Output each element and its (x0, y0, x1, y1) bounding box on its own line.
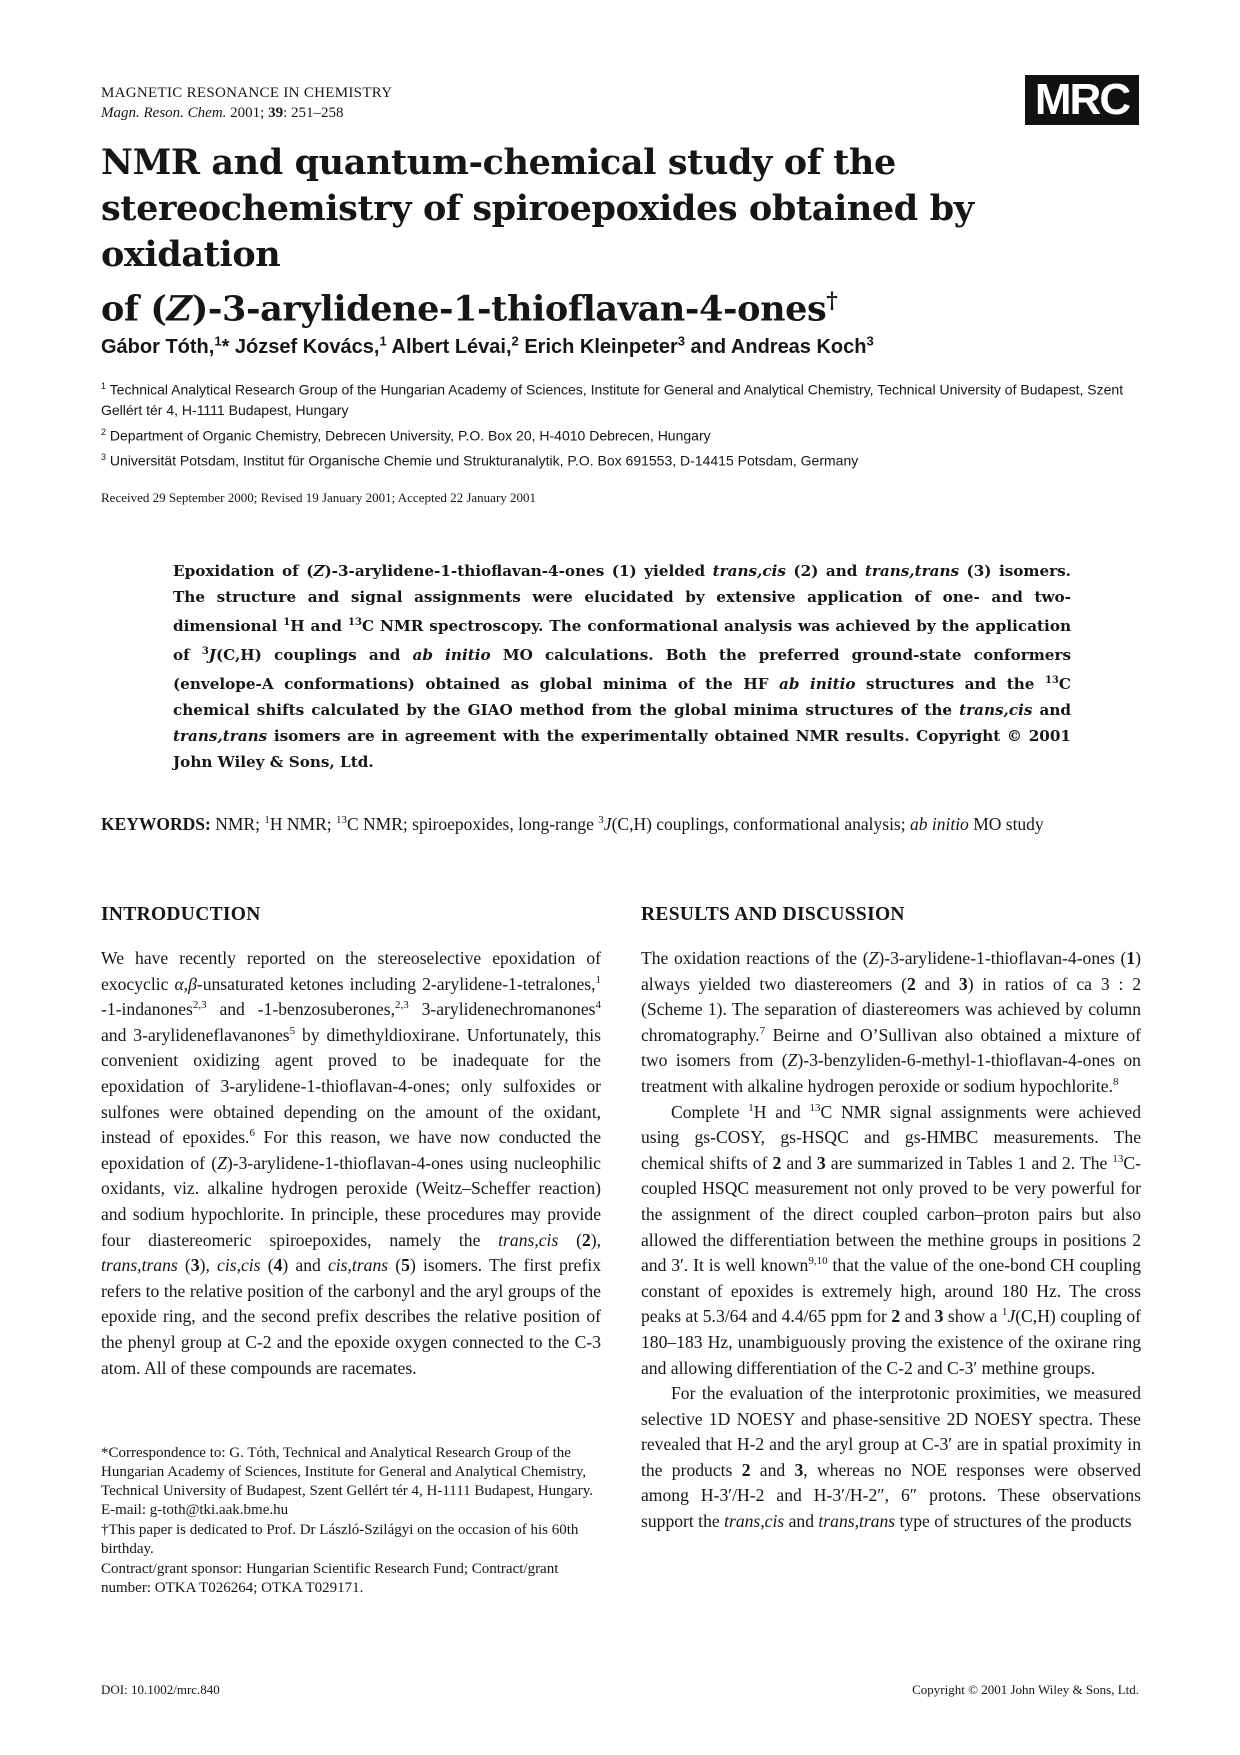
footnote-correspondence: *Correspondence to: G. Tóth, Technical and Analytical Research Group of the Hungarian Academy of Sciences, Institute for General and Analytical Chemistry, Technical University of Budapest, Szent Gellért tér 4, H-1111 Budapest, Hungary. E-mail: g-toth@tki.aak.bme.hu (101, 1445, 594, 1518)
footer-copyright: Copyright © 2001 John Wiley & Sons, Ltd. (912, 1682, 1139, 1697)
paragraph: We have recently reported on the stereoselective epoxidation of exocyclic α,β-unsaturated ketones including 2-arylidene-1-tetralones,$^1$ -1-indanones$^{2,3}$ and -1-benzosuberones,$^{2,3}$ 3-arylidenechromanones$^4$ and 3-arylideneflavanones$^5$ by dimethyldioxirane. Unfortunately, this convenient oxidizing agent proved to be inadequate for the epoxidation of 3-arylidene-1-thioflavan-4-ones; only sulfoxides or sulfones were obtained depending on the amount of the oxidant, instead of epoxides.$^6$ For this reason, we have now conducted the epoxidation of (Z)-3-arylidene-1-thioflavan-4-ones using nucleophilic oxidants, viz. alkaline hydrogen peroxide (Weitz–Scheffer reaction) and sodium hypochlorite. In principle, these procedures may provide four diastereomeric spiroepoxides, namely the trans,cis (2), trans,trans (3), cis,cis (4) and cis,trans (5) isomers. The first prefix refers to the relative position of the carbonyl and the aryl groups of the epoxide ring, and the second prefix describes the relative position of the phenyl group at C-2 and the epoxide oxygen connected to the C-3 atom. All of these compounds are racemates. (101, 948, 602, 1378)
author-list (101, 328, 1141, 360)
footnote-grant: Contract/grant sponsor: Hungarian Scientific Research Fund; Contract/grant number: OTKA T026264; OTKA T029171. (101, 1561, 559, 1596)
author: Albert Lévai,$^2$ (391, 333, 519, 358)
left-column (101, 902, 601, 1381)
affiliations (101, 376, 1141, 473)
abstract: Epoxidation of (Z)-3-arylidene-1-thioflavan-4-ones (1) yielded trans,cis (2) and trans,trans (3) isomers. The structure and signal assignments were elucidated by extensive application of one- and two-dimensional $^1$H and $^{13}$C NMR spectroscopy. The conformational analysis was achieved by the application of $^3$J(C,H) couplings and ab initio MO calculations. Both the preferred ground-state conformers (envelope-A conformations) obtained as global minima of the HF ab initio structures and the $^{13}$C chemical shifts calculated by the GIAO method from the global minima structures of the trans,cis and trans,trans isomers are in agreement with the experimentally obtained NMR results. Copyright © 2001 John Wiley & Sons, Ltd. (173, 562, 1072, 772)
paragraph: Complete $^1$H and $^{13}$C NMR signal assignments were achieved using gs-COSY, gs-HSQC and gs-HMBC measurements. The chemical shifts of 2 and 3 are summarized in Tables 1 and 2. The $^{13}$C-coupled HSQC measurement not only proved to be very powerful for the assignment of the direct coupled carbon–proton pairs but also allowed the differentiation between the methine groups in positions 2 and 3′. It is well known$^{9,10}$ that the value of the one-bond CH coupling constant of epoxides is extremely high, around 180 Hz. The cross peaks at 5.3/64 and 4.4/65 ppm for 2 and 3 show a $^1$J(C,H) coupling of 180–183 Hz, unambiguously proving the existence of the oxirane ring and allowing differentiation of the C-2 and C-3′ methine groups. (641, 1101, 1142, 1378)
affiliation: $^3$ Universität Potsdam, Institut für Organische Chemie und Strukturanalytik, P.O. Box 691553, D-14415 Potsdam, Germany (101, 452, 859, 469)
author: Gábor Tóth,$^1$* (101, 333, 230, 358)
author: and Andreas Koch$^3$ (690, 333, 874, 358)
section-heading-introduction: INTRODUCTION (101, 904, 261, 925)
journal-header (101, 83, 701, 123)
affiliation: $^2$ Department of Organic Chemistry, Debrecen University, P.O. Box 20, H-4010 Debrecen, Hungary (101, 426, 711, 444)
doi: DOI: 10.1002/mrc.840 (101, 1682, 220, 1697)
article-title: NMR and quantum-chemical study of the stereochemistry of spiroepoxides obtained by oxidation of (Z)-3-arylidene-1-thioflavan-4-ones† (101, 142, 974, 330)
author: József Kovács,$^1$ (234, 333, 387, 358)
received-dates: Received 29 September 2000; Revised 19 January 2001; Accepted 22 January 2001 (101, 490, 537, 505)
journal-name: MAGNETIC RESONANCE IN CHEMISTRY (101, 85, 393, 101)
mrc-logo: MRC (1025, 75, 1139, 125)
paragraph: For the evaluation of the interprotonic proximities, we measured selective 1D NOESY and phase-sensitive 2D NOESY spectra. These revealed that H-2 and the aryl group at C-3′ are in spatial proximity in the products 2 and 3, whereas no NOE responses were observed among H-3′/H-2 and H-3′/H-2″, 6″ protons. These observations support the trans,cis and trans,trans type of structures of the products (641, 1383, 1141, 1532)
footnotes (101, 1444, 601, 1599)
footnote-dedication: †This paper is dedicated to Prof. Dr László-Szilágyi on the occasion of his 60th birthday. (101, 1522, 579, 1557)
section-heading-results: RESULTS AND DISCUSSION (641, 904, 905, 925)
keywords: KEYWORDS: NMR; $^1$H NMR; $^{13}$C NMR; spiroepoxides, long-range $^3$J(C,H) couplings, conformational analysis; ab initio MO study (101, 813, 1044, 834)
right-column (641, 902, 1141, 1535)
author: Erich Kleinpeter$^3$ (524, 333, 685, 358)
paragraph: The oxidation reactions of the (Z)-3-arylidene-1-thioflavan-4-ones (1) always yielded two diastereomers (2 and 3) in ratios of ca 3 : 2 (Scheme 1). The separation of diastereomers was achieved by column chromatography.$^7$ Beirne and O’Sullivan also obtained a mixture of two isomers from (Z)-3-benzyliden-6-methyl-1-thioflavan-4-ones on treatment with alkaline hydrogen peroxide or sodium hypochlorite.$^8$ (641, 948, 1142, 1096)
journal-citation: Magn. Reson. Chem. 2001; 39: 251–258 (101, 105, 344, 121)
affiliation: $^1$ Technical Analytical Research Group of the Hungarian Academy of Sciences, Institute for General and Analytical Chemistry, Technical University of Budapest, Szent Gellért tér 4, H-1111 Budapest, Hungary (101, 381, 1124, 418)
